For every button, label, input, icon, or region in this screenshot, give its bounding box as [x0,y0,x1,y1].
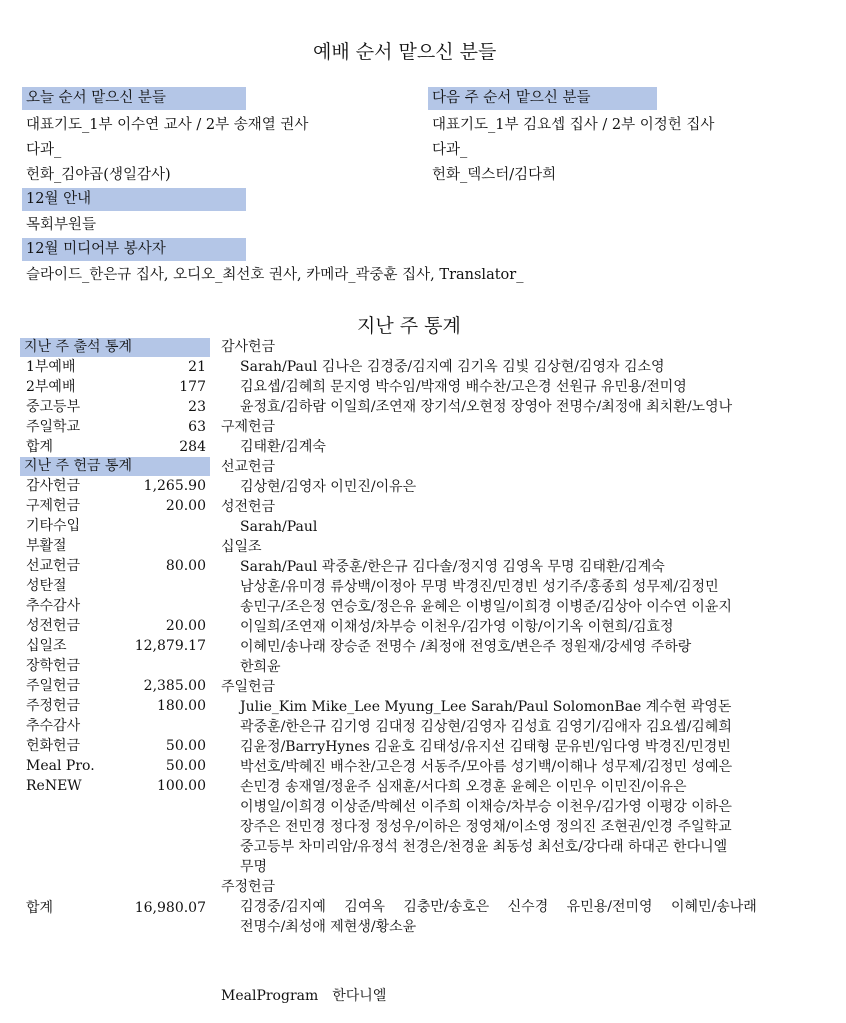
donor-lists [221,337,757,937]
stats-title: 지난 주 통계 [357,315,461,337]
today-header: 오늘 순서 맡으신 분들 [22,87,246,110]
media-line: 슬라이드_한은규 집사, 오디오_최선호 권사, 카메라_곽중훈 집사, Translator_ [26,267,524,283]
offering-row-value: 50.00 [165,758,206,774]
offering-row [26,716,206,736]
donor-names-line: 김태환/김계숙 [240,439,326,455]
donor-names-line: 중고등부 차미리암/유정석 천경은/천경윤 최동성 최선호/강다래 하대곤 한다니엘 [240,839,728,855]
offering-row [26,536,206,556]
today-tea: 다과_ [26,142,62,158]
attendance-row [26,377,206,397]
offering-row-value: 2,385.00 [143,678,206,694]
donor-names-line: 김윤정/BarryHynes 김윤호 김태성/유지선 김태형 문유빈/임다영 박경진/민경빈 [240,739,731,755]
offering-row-value: 80.00 [165,558,206,574]
offering-row [26,756,206,776]
donor-names-line: 박선호/박혜진 배수찬/고은경 서동주/모아름 성기백/이해나 성무제/김정민 성예은 [240,759,733,775]
offering-row-label: 헌화헌금 [26,738,81,754]
attendance-header: 지난 주 출석 통계 [20,338,210,357]
donor-names-line: 이혜민/송나래 장승준 전명수 /최정애 전영호/변은주 정원재/강세영 주하랑 [240,639,692,655]
offering-row-label: 장학헌금 [26,658,81,674]
donor-names-line: 장주은 전민경 정다정 정성우/이하은 정영채/이소영 정의진 조현권/인경 주일학교 [240,819,732,835]
offering-row-value: 20.00 [165,618,206,634]
donor-category-heading: 십일조 [221,539,262,555]
meal-program-line: MealProgram 한다니엘 [221,988,387,1004]
offering-row [26,736,206,756]
attendance-row-label: 주일학교 [26,419,81,435]
offering-row-value: 180.00 [157,698,206,714]
offering-row-value: 100.00 [157,778,206,794]
donor-names-line: 무명 [240,859,268,875]
offering-row-label: 주일헌금 [26,678,81,694]
donor-category-heading: 성전헌금 [221,499,276,515]
offering-row [26,596,206,616]
next-week-prayer: 대표기도_1부 김요셉 집사 / 2부 이정헌 집사 [432,117,715,133]
offering-row [26,656,206,676]
donor-names-line: Sarah/Paul 곽중훈/한은규 김다솔/정지영 김영옥 무명 김태환/김계숙 [240,559,665,575]
donor-names-line: Julie_Kim Mike_Lee Myung_Lee Sarah/Paul SolomonBae 계수현 곽영돈 [240,699,732,715]
next-week-offering: 헌화_덱스터/김다희 [432,167,557,183]
offering-row-label: 성탄절 [26,578,67,594]
attendance-row-label: 2부예배 [26,379,76,395]
offering-row-label: ReNEW [26,778,82,794]
offering-row-label: 감사헌금 [26,478,81,494]
donor-category-heading: 주정헌금 [221,879,276,895]
attendance-row [26,397,206,417]
offering-stats-list [20,476,210,796]
offering-total-value: 16,980.07 [134,900,206,916]
offering-row-label: 구제헌금 [26,498,81,514]
offering-row [26,636,206,656]
attendance-row [26,437,206,457]
offering-row [26,676,206,696]
attendance-row-value: 284 [179,439,206,455]
attendance-row [26,417,206,437]
donor-category-heading: 감사헌금 [221,339,276,355]
attendance-row-value: 63 [188,419,206,435]
donor-category-heading: 구제헌금 [221,419,276,435]
attendance-row-label: 중고등부 [26,399,81,415]
next-week-tea: 다과_ [432,142,468,158]
offering-row-label: 십일조 [26,638,67,654]
donor-names-line: 이일희/조연재 이채성/차부승 이천우/김가영 이항/이기옥 이현희/김효정 [240,619,674,635]
attendance-row-value: 23 [188,399,206,415]
today-prayer: 대표기도_1부 이수연 교사 / 2부 송재열 권사 [26,117,309,133]
offering-row-label: 기타수입 [26,518,81,534]
offering-row [26,576,206,596]
offering-row-value: 50.00 [165,738,206,754]
donor-category-heading: 주일헌금 [221,679,276,695]
offering-row [26,696,206,716]
donor-names-line: 김경중/김지예 김여옥 김충만/송호은 신수경 유민용/전미영 이혜민/송나래 [240,899,757,915]
attendance-row-value: 177 [179,379,206,395]
donor-names-line: 전명수/최성애 제현생/황소윤 [240,919,417,935]
attendance-row-value: 21 [188,359,206,375]
december-header: 12월 안내 [22,188,246,211]
donor-names-line: 김상현/김영자 이민진/이유은 [240,479,417,495]
attendance-list [20,357,210,457]
offering-row [26,556,206,576]
offering-row-label: 부활절 [26,538,67,554]
donor-names-line: 손민경 송재열/정윤주 심재훈/서다희 오경훈 윤혜은 이민우 이민진/이유은 [240,779,687,795]
donor-names-line: 이병일/이희경 이상준/박혜선 이주희 이채승/차부승 이천우/김가영 이평강 이하은 [240,799,732,815]
offering-row-label: 추수감사 [26,598,81,614]
donor-names-line: Sarah/Paul 김나은 김경중/김지예 김기옥 김빛 김상현/김영자 김소영 [240,359,665,375]
today-offering: 헌화_김야곱(생일감사) [26,167,171,183]
donor-names-line: Sarah/Paul [240,519,318,535]
offering-row-label: Meal Pro. [26,758,95,774]
media-header: 12월 미디어부 봉사자 [22,238,246,261]
offering-row [26,516,206,536]
offering-row [26,496,206,516]
offering-row-label: 추수감사 [26,718,81,734]
donor-category-heading: 선교헌금 [221,459,276,475]
offering-row [26,616,206,636]
offering-row-label: 성전헌금 [26,618,81,634]
donor-names-line: 김요셉/김혜희 문지영 박수임/박재영 배수찬/고은경 선원규 유민용/전미영 [240,379,687,395]
stats-left-column [20,338,210,796]
offering-row-value: 1,265.90 [143,478,206,494]
donor-names-line: 윤정효/김하람 이일희/조연재 장기석/오현정 장영아 전명수/최정애 최치환/노영나 [240,399,733,415]
attendance-row-label: 합계 [26,439,54,455]
offering-row-label: 주정헌금 [26,698,81,714]
donor-names-line: 곽중훈/한은규 김기영 김대정 김상현/김영자 김성효 김영기/김애자 김요셉/김혜희 [240,719,732,735]
offering-row-label: 선교헌금 [26,558,81,574]
offering-row-value: 20.00 [165,498,206,514]
donor-names-line: 남상훈/유미경 류상백/이정아 무명 박경진/민경빈 성기주/홍종희 성무제/김정민 [240,579,719,595]
offering-total-label: 합계 [26,900,54,916]
offering-row [26,776,206,796]
attendance-row-label: 1부예배 [26,359,76,375]
offering-row-value: 12,879.17 [134,638,206,654]
attendance-row [26,357,206,377]
donor-names-line: 한희윤 [240,659,281,675]
next-week-header: 다음 주 순서 맡으신 분들 [428,87,657,110]
offering-row [26,476,206,496]
donor-names-line: 송민구/조은정 연승호/정은유 윤혜은 이병일/이희경 이병준/김상아 이수연 이윤지 [240,599,732,615]
page-title: 예배 순서 맡으신 분들 [313,41,497,63]
offering-total-row [26,898,206,918]
december-line: 목회부원들 [26,217,97,233]
offering-stats-header: 지난 주 헌금 통계 [20,457,210,476]
